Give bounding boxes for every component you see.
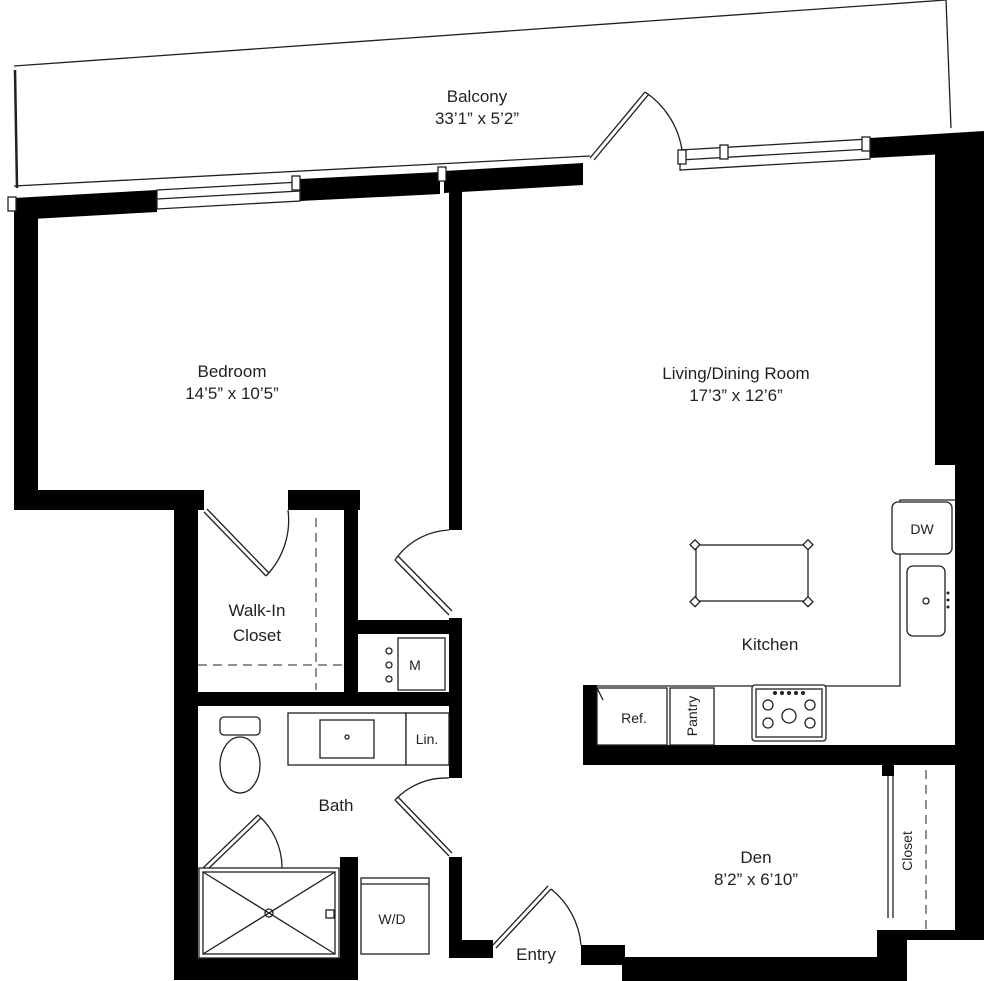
- toilet-tank: [220, 717, 260, 735]
- dishwasher-label: DW: [910, 521, 934, 537]
- bedroom-name: Bedroom: [197, 362, 267, 381]
- den-size: 8’2” x 6’10”: [713, 870, 799, 889]
- walkin-closet-line2: Closet: [232, 626, 282, 645]
- bath-name: Bath: [318, 796, 354, 815]
- toilet-bowl: [220, 737, 260, 793]
- living-name: Living/Dining Room: [662, 364, 810, 383]
- doors: [203, 92, 893, 948]
- balcony-size: 33’1” x 5’2”: [434, 109, 520, 128]
- kitchen-fixtures: [597, 500, 955, 745]
- room-labels: [185, 87, 915, 964]
- bedroom-size: 14’5” x 10’5”: [185, 384, 279, 403]
- walkin-closet-line1: Walk-In: [228, 601, 286, 620]
- den-closet-name: Closet: [899, 831, 915, 871]
- mechanical-label: M: [409, 657, 421, 673]
- mechanical-unit: [398, 638, 445, 690]
- kitchen-sink: [907, 566, 945, 636]
- balcony-name: Balcony: [446, 87, 508, 106]
- refrigerator-label: Ref.: [621, 710, 647, 726]
- walls: [14, 131, 984, 981]
- living-size: 17’3” x 12’6”: [689, 386, 783, 405]
- den-name: Den: [740, 848, 772, 867]
- pantry-label: Pantry: [684, 695, 700, 737]
- dining-table: [696, 545, 808, 601]
- entry-name: Entry: [516, 945, 556, 964]
- kitchen-name: Kitchen: [741, 635, 799, 654]
- linen-label: Lin.: [415, 731, 439, 747]
- washer-dryer-label: W/D: [378, 911, 406, 927]
